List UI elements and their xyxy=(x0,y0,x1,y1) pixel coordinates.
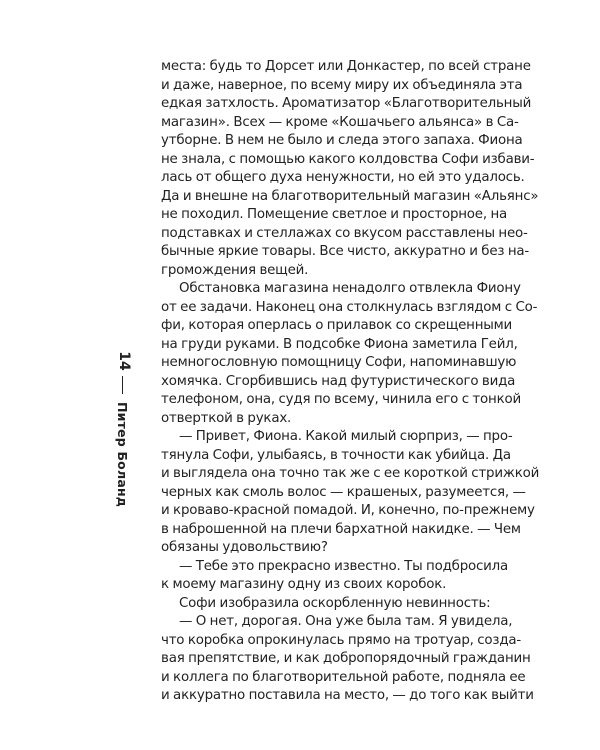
text-line: места: будь то Дорсет или Донкастер, по всей стране xyxy=(161,59,531,74)
text-line: бычные яркие товары. Все чисто, аккуратно и без на- xyxy=(161,244,530,259)
text-line: и кроваво-красной помадой. И, конечно, по-прежнему xyxy=(161,503,535,518)
text-line: тянула Софи, улыбаясь, в точности как убийца. Да xyxy=(161,447,511,463)
text-line: громождения вещей. xyxy=(161,262,309,278)
text-line: немногословную помощницу Софи, напоминавшую xyxy=(161,355,517,370)
text-line: Обстановка магазина ненадолго отвлекла Фиону xyxy=(179,281,521,296)
text-line: и даже, наверное, по всему миру их объединяла эта xyxy=(161,77,523,93)
text-line: лась от общего духа ненужности, но ей это удалось. xyxy=(161,170,525,185)
text-line: хомячка. Сгорбившись над футуристического вида xyxy=(161,373,516,389)
text-line: подставках и стеллажах со вкусом расставлены нео- xyxy=(161,225,528,241)
running-header xyxy=(108,351,138,508)
text-line: и выглядела она точно так же с ее короткой стрижкой xyxy=(161,466,540,481)
text-line: и аккуратно поставила на место, — до того как выйти xyxy=(161,688,534,703)
text-line: отверткой в руках. xyxy=(161,410,292,426)
text-line: черных как смоль волос — крашеных, разумеется, — xyxy=(161,484,526,500)
text-line: телефоном, она, судя по всему, чинила его с тонкой xyxy=(161,392,521,407)
text-line: Да и внешне на благотворительный магазин «Альянс» xyxy=(161,188,539,204)
text-line: не знала, с помощью какого колдовства Софи избави- xyxy=(161,151,535,167)
text-line: Софи изобразила оскорбленную невинность: xyxy=(179,595,491,611)
text-line: на груди руками. В подсобке Фиона заметила Гейл, xyxy=(161,336,518,352)
header-divider xyxy=(122,376,123,394)
text-line: — Тебе это прекрасно известно. Ты подбросила xyxy=(179,558,509,574)
text-line: обязаны удовольствию? xyxy=(161,540,328,555)
text-line: к моему магазину одну из своих коробок. xyxy=(161,577,447,592)
text-line: от ее задачи. Наконец она столкнулась взглядом с Со- xyxy=(161,299,538,315)
text-line: утборне. В нем не было и следа этого запаха. Фиона xyxy=(161,133,523,148)
text-line: что коробка опрокинулась прямо на тротуар, созда- xyxy=(161,632,522,648)
text-line: магазин». Всех — кроме «Кошачьего альянса» в Са- xyxy=(161,114,519,130)
text-line: — О нет, дорогая. Она уже была там. Я увидела, xyxy=(179,614,513,629)
author-name: Питер Боланд xyxy=(115,402,130,508)
text-line: едкая затхлость. Ароматизатор «Благотворительный xyxy=(161,96,532,111)
text-line: и коллега по благотворительной работе, подняла ее xyxy=(161,669,526,685)
page-number: 14 xyxy=(116,351,132,371)
text-line: — Привет, Фиона. Какой милый сюрприз, — про- xyxy=(179,429,513,444)
text-line: вая препятствие, и как добропорядочный гражданин xyxy=(161,651,531,666)
text-line: фи, которая оперлась о прилавок со скрещенными xyxy=(161,318,513,333)
text-line: не походил. Помещение светлое и просторное, на xyxy=(161,207,508,222)
text-line: в наброшенной на плечи бархатной накидке. — Чем xyxy=(161,521,521,537)
